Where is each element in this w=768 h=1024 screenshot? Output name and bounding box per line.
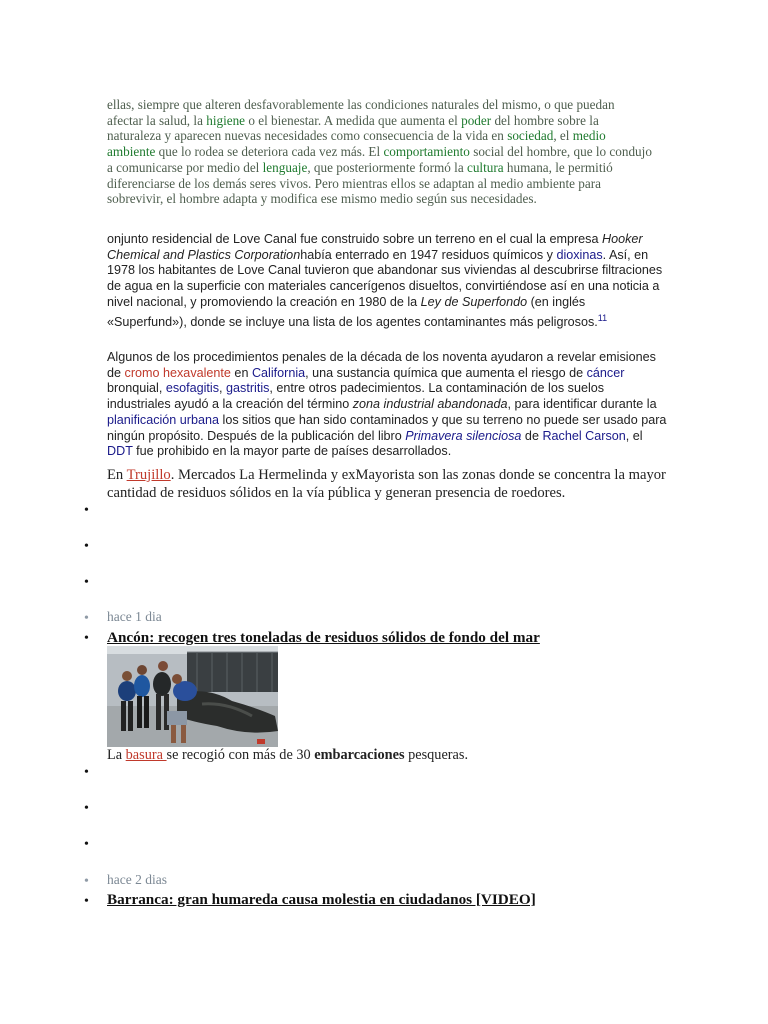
text: , que posteriormente formó la <box>307 159 467 175</box>
link-ddt[interactable]: DDT <box>107 444 133 459</box>
text: de <box>521 428 543 443</box>
text: , para identificar durante la <box>507 397 657 412</box>
link-trujillo[interactable]: Trujillo <box>126 467 171 483</box>
love-canal-paragraph <box>107 232 667 330</box>
text: Algunos de los procedimientos penales de la década de los noventa ayudaron a revelar emisiones de <box>107 350 656 380</box>
link-esofagitis[interactable]: esofagitis <box>165 381 220 396</box>
text: La <box>107 747 126 763</box>
link-higiene[interactable]: higiene <box>206 112 246 128</box>
text: se recogió con más de 30 <box>166 747 315 763</box>
list-bullet: • <box>84 894 89 909</box>
text: había enterrado en 1947 residuos químicos y <box>300 247 557 262</box>
news-time: hace 2 dias <box>107 872 167 887</box>
text: . Así, en 1978 los habitantes de Love Canal tuvieron que abandonar sus viviendas al descubrirse filtraciones de agua en la superficie con materiales cancerígenos disueltos, convirtiéndose así en una noticia a nivel nacional, y promoviendo la creación en 1980 de la <box>107 247 663 309</box>
text: , el <box>625 428 643 443</box>
text: los sitios que han sido contaminados y que su terreno no puede ser usado para ningún propósito. Después de la publicación del libro <box>107 412 667 443</box>
procedures-paragraph <box>107 350 667 460</box>
text: (en inglés «Superfund»), donde se incluye una lista de los agentes contaminantes más peligrosos. <box>107 294 598 329</box>
list-bullet: • <box>84 503 89 518</box>
list-bullet: • <box>84 575 89 590</box>
text: , el <box>553 128 573 144</box>
law-name: Ley de Superfondo <box>420 294 528 309</box>
text: . Mercados La Hermelinda y exMayorista son las zonas donde se concentra la mayor cantidad de residuos sólidos en la vía pública y generan presencia de roedores. <box>107 467 666 501</box>
text: ellas, siempre que alteren desfavorablemente las condiciones naturales del mismo, o que puedan afectar la salud, la <box>107 97 615 128</box>
text: en <box>230 365 252 380</box>
link-california[interactable]: California <box>251 365 306 380</box>
list-bullet: • <box>84 631 89 646</box>
text: humana, le permitió diferenciarse de los demás seres vivos. Pero mientras ellos se adaptan al medio ambiente para sobrevivir, el hombre adapta y modifica ese mismo medio según sus necesidades. <box>107 159 613 207</box>
photo-caption <box>107 747 468 764</box>
text: o el bienestar. A medida que aumenta el <box>245 112 462 128</box>
link-cancer[interactable]: cáncer <box>586 365 625 380</box>
intro-paragraph <box>107 97 652 207</box>
news-headline-barranca[interactable]: Barranca: gran humareda causa molestia en ciudadanos [VIDEO] <box>107 891 536 908</box>
text: onjunto residencial de Love Canal fue construido sobre un terreno en el cual la empresa <box>107 232 602 246</box>
list-bullet: • <box>84 765 89 780</box>
link-comportamiento[interactable]: comportamiento <box>383 144 470 160</box>
list-bullet: • <box>84 837 89 852</box>
link-sociedad[interactable]: sociedad <box>507 128 554 144</box>
link-poder[interactable]: poder <box>461 112 492 128</box>
text: fue prohibido en la mayor parte de países desarrollados. <box>132 444 452 459</box>
reference-11[interactable]: 11 <box>597 312 608 323</box>
link-dioxinas[interactable]: dioxinas <box>556 247 603 262</box>
list-bullet: • <box>84 801 89 816</box>
text: pesqueras. <box>404 747 469 763</box>
link-cromo-hexavalente[interactable]: cromo hexavalente <box>124 365 231 380</box>
text: , una sustancia química que aumenta el riesgo de <box>305 365 587 380</box>
link-lenguaje[interactable]: lenguaje <box>262 159 308 175</box>
text: social del hombre, que lo condujo a comunicarse por medio del <box>107 144 652 175</box>
text: del hombre sobre la naturaleza y aparecen nuevas necesidades como consecuencia de la vida en <box>107 112 599 144</box>
news-photo[interactable] <box>107 646 278 747</box>
company-name: Hooker Chemical and Plastics Corporation <box>107 232 643 262</box>
link-planificacion-urbana[interactable]: planificación urbana <box>107 412 220 427</box>
text: bronquial, <box>107 381 166 396</box>
text-bold: embarcaciones <box>314 747 405 763</box>
list-bullet: • <box>84 611 89 626</box>
list-bullet: • <box>84 539 89 554</box>
link-primavera-silenciosa[interactable]: Primavera silenciosa <box>405 428 522 443</box>
news-headline-ancon[interactable]: Ancón: recogen tres toneladas de residuos sólidos de fondo del mar <box>107 629 540 646</box>
news-time: hace 1 dia <box>107 609 162 624</box>
list-bullet: • <box>84 874 89 889</box>
link-rachel-carson[interactable]: Rachel Carson <box>542 428 626 443</box>
text: , entre otros padecimientos. La contaminación de los suelos industriales ayudó a la creación del término <box>107 381 605 412</box>
trujillo-paragraph <box>107 466 667 502</box>
text: que lo rodea se deteriora cada vez más. El <box>155 144 384 160</box>
link-medio-ambiente[interactable]: medio ambiente <box>107 128 606 160</box>
term: zona industrial abandonada <box>352 397 508 412</box>
link-gastritis[interactable]: gastritis <box>226 381 270 396</box>
link-cultura[interactable]: cultura <box>466 159 504 175</box>
text: , <box>219 381 227 396</box>
text: En <box>107 467 127 483</box>
link-basura[interactable]: basura <box>125 747 167 763</box>
